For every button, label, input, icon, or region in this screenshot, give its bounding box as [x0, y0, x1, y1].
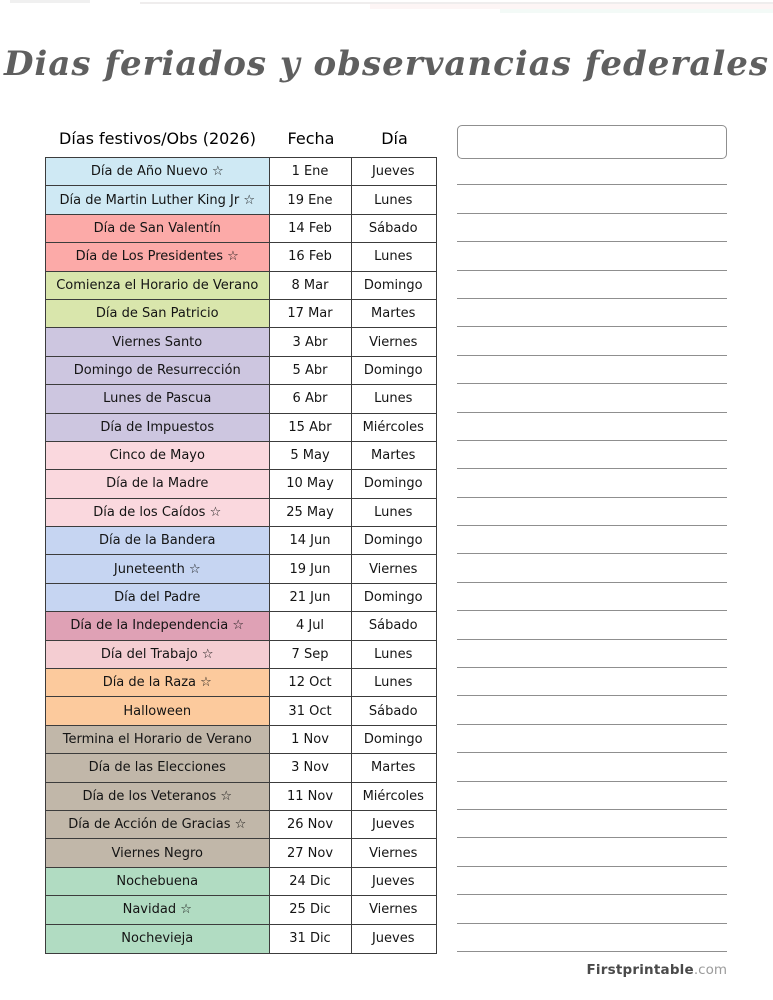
holiday-day-cell: Domingo: [352, 470, 436, 497]
holiday-date-cell: 10 May: [270, 470, 352, 497]
note-line: [457, 810, 727, 838]
table-row: [46, 243, 436, 271]
note-line: [457, 185, 727, 213]
holiday-day-cell: Domingo: [352, 584, 436, 611]
table-row: [46, 414, 436, 442]
table-row: [46, 357, 436, 385]
notes-box: [457, 125, 727, 159]
holiday-date-cell: 1 Nov: [270, 726, 352, 753]
holiday-date-cell: 19 Jun: [270, 555, 352, 582]
holiday-name-cell: Día de Impuestos: [46, 414, 270, 441]
table-row: [46, 300, 436, 328]
holiday-date-cell: 21 Jun: [270, 584, 352, 611]
holiday-day-cell: Jueves: [352, 868, 436, 895]
holiday-name-cell: Comienza el Horario de Verano: [46, 272, 270, 299]
holiday-day-cell: Martes: [352, 442, 436, 469]
note-lines: [457, 157, 727, 952]
note-line: [457, 384, 727, 412]
holiday-name-cell: Día de Acción de Gracias ☆: [46, 811, 270, 838]
note-line: [457, 668, 727, 696]
page-title: Dias feriados y observancias federales: [3, 44, 770, 84]
holiday-date-cell: 12 Oct: [270, 669, 352, 696]
holiday-name-cell: Día de los Veteranos ☆: [46, 783, 270, 810]
note-line: [457, 498, 727, 526]
table-row: [46, 470, 436, 498]
holiday-name-cell: Nochevieja: [46, 925, 270, 953]
note-line: [457, 299, 727, 327]
holiday-day-cell: Sábado: [352, 697, 436, 724]
holiday-date-cell: 14 Jun: [270, 527, 352, 554]
table-row: [46, 328, 436, 356]
holiday-day-cell: Lunes: [352, 499, 436, 526]
note-line: [457, 214, 727, 242]
holiday-name-cell: Día del Padre: [46, 584, 270, 611]
holiday-name-cell: Halloween: [46, 697, 270, 724]
note-line: [457, 271, 727, 299]
table-row: [46, 158, 436, 186]
holiday-name-cell: Juneteenth ☆: [46, 555, 270, 582]
table-row: [46, 584, 436, 612]
holiday-day-cell: Viernes: [352, 555, 436, 582]
holiday-day-cell: Martes: [352, 300, 436, 327]
footer-brand-tld: .com: [693, 962, 727, 978]
holiday-day-cell: Sábado: [352, 215, 436, 242]
scan-artifact: [500, 9, 773, 13]
note-line: [457, 469, 727, 497]
note-line: [457, 640, 727, 668]
table-row: [46, 385, 436, 413]
table-row: [46, 555, 436, 583]
note-line: [457, 413, 727, 441]
column-header-fecha: Fecha: [287, 129, 335, 148]
table-row: [46, 754, 436, 782]
holiday-date-cell: 11 Nov: [270, 783, 352, 810]
holiday-date-cell: 5 May: [270, 442, 352, 469]
note-line: [457, 895, 727, 923]
holiday-day-cell: Jueves: [352, 925, 436, 953]
holiday-name-cell: Día de San Valentín: [46, 215, 270, 242]
note-line: [457, 356, 727, 384]
note-line: [457, 867, 727, 895]
holiday-date-cell: 24 Dic: [270, 868, 352, 895]
holiday-date-cell: 6 Abr: [270, 385, 352, 412]
table-row: [46, 527, 436, 555]
holiday-name-cell: Día de Los Presidentes ☆: [46, 243, 270, 270]
note-line: [457, 725, 727, 753]
holiday-date-cell: 1 Ene: [270, 158, 352, 185]
note-line: [457, 583, 727, 611]
holiday-date-cell: 31 Oct: [270, 697, 352, 724]
holiday-day-cell: Domingo: [352, 726, 436, 753]
note-line: [457, 924, 727, 952]
holiday-name-cell: Día de la Raza ☆: [46, 669, 270, 696]
holiday-day-cell: Lunes: [352, 243, 436, 270]
holiday-day-cell: Martes: [352, 754, 436, 781]
holiday-day-cell: Lunes: [352, 186, 436, 213]
table-row: [46, 669, 436, 697]
note-line: [457, 753, 727, 781]
holiday-name-cell: Día de Martin Luther King Jr ☆: [46, 186, 270, 213]
holiday-day-cell: Jueves: [352, 811, 436, 838]
holiday-date-cell: 7 Sep: [270, 641, 352, 668]
table-row: [46, 726, 436, 754]
holiday-name-cell: Nochebuena: [46, 868, 270, 895]
table-row: [46, 186, 436, 214]
holiday-day-cell: Domingo: [352, 357, 436, 384]
holiday-name-cell: Termina el Horario de Verano: [46, 726, 270, 753]
note-line: [457, 441, 727, 469]
holiday-date-cell: 27 Nov: [270, 839, 352, 866]
table-row: [46, 272, 436, 300]
holiday-name-cell: Día de Año Nuevo ☆: [46, 158, 270, 185]
note-line: [457, 611, 727, 639]
holiday-name-cell: Día de las Elecciones: [46, 754, 270, 781]
note-line: [457, 242, 727, 270]
holiday-date-cell: 4 Jul: [270, 612, 352, 639]
holidays-table: [45, 157, 437, 954]
holiday-day-cell: Lunes: [352, 641, 436, 668]
holiday-day-cell: Domingo: [352, 272, 436, 299]
holiday-day-cell: Lunes: [352, 669, 436, 696]
holiday-name-cell: Domingo de Resurrección: [46, 357, 270, 384]
holiday-day-cell: Viernes: [352, 839, 436, 866]
holiday-day-cell: Viernes: [352, 328, 436, 355]
holiday-name-cell: Día de San Patricio: [46, 300, 270, 327]
holiday-name-cell: Viernes Santo: [46, 328, 270, 355]
holiday-day-cell: Miércoles: [352, 783, 436, 810]
footer-brand: [587, 962, 728, 978]
table-row: [46, 925, 436, 953]
holiday-date-cell: 5 Abr: [270, 357, 352, 384]
holiday-date-cell: 19 Ene: [270, 186, 352, 213]
holiday-date-cell: 17 Mar: [270, 300, 352, 327]
table-row: [46, 811, 436, 839]
holiday-date-cell: 31 Dic: [270, 925, 352, 953]
holiday-day-cell: Domingo: [352, 527, 436, 554]
note-line: [457, 327, 727, 355]
column-header-dia: Día: [381, 129, 408, 148]
holiday-date-cell: 3 Nov: [270, 754, 352, 781]
holiday-name-cell: Cinco de Mayo: [46, 442, 270, 469]
table-row: [46, 868, 436, 896]
holiday-date-cell: 25 May: [270, 499, 352, 526]
note-line: [457, 782, 727, 810]
holiday-date-cell: 16 Feb: [270, 243, 352, 270]
holiday-day-cell: Viernes: [352, 896, 436, 923]
holiday-date-cell: 8 Mar: [270, 272, 352, 299]
note-line: [457, 838, 727, 866]
table-row: [46, 839, 436, 867]
column-header-holidays: Días festivos/Obs (2026): [59, 129, 256, 148]
table-row: [46, 215, 436, 243]
scan-artifact: [10, 0, 90, 3]
holiday-date-cell: 14 Feb: [270, 215, 352, 242]
table-row: [46, 697, 436, 725]
note-line: [457, 554, 727, 582]
holiday-name-cell: Día del Trabajo ☆: [46, 641, 270, 668]
holiday-date-cell: 3 Abr: [270, 328, 352, 355]
holiday-day-cell: Miércoles: [352, 414, 436, 441]
holiday-date-cell: 15 Abr: [270, 414, 352, 441]
holiday-name-cell: Viernes Negro: [46, 839, 270, 866]
table-row: [46, 612, 436, 640]
holiday-name-cell: Lunes de Pascua: [46, 385, 270, 412]
table-row: [46, 783, 436, 811]
holiday-name-cell: Día de los Caídos ☆: [46, 499, 270, 526]
holiday-name-cell: Día de la Independencia ☆: [46, 612, 270, 639]
note-line: [457, 157, 727, 185]
table-row: [46, 442, 436, 470]
holiday-day-cell: Sábado: [352, 612, 436, 639]
note-line: [457, 696, 727, 724]
table-row: [46, 499, 436, 527]
holiday-date-cell: 26 Nov: [270, 811, 352, 838]
holiday-day-cell: Jueves: [352, 158, 436, 185]
holiday-day-cell: Lunes: [352, 385, 436, 412]
table-row: [46, 641, 436, 669]
holiday-name-cell: Navidad ☆: [46, 896, 270, 923]
holiday-name-cell: Día de la Madre: [46, 470, 270, 497]
holiday-name-cell: Día de la Bandera: [46, 527, 270, 554]
footer-brand-name: Firstprintable: [586, 962, 694, 978]
note-line: [457, 526, 727, 554]
table-row: [46, 896, 436, 924]
holiday-date-cell: 25 Dic: [270, 896, 352, 923]
